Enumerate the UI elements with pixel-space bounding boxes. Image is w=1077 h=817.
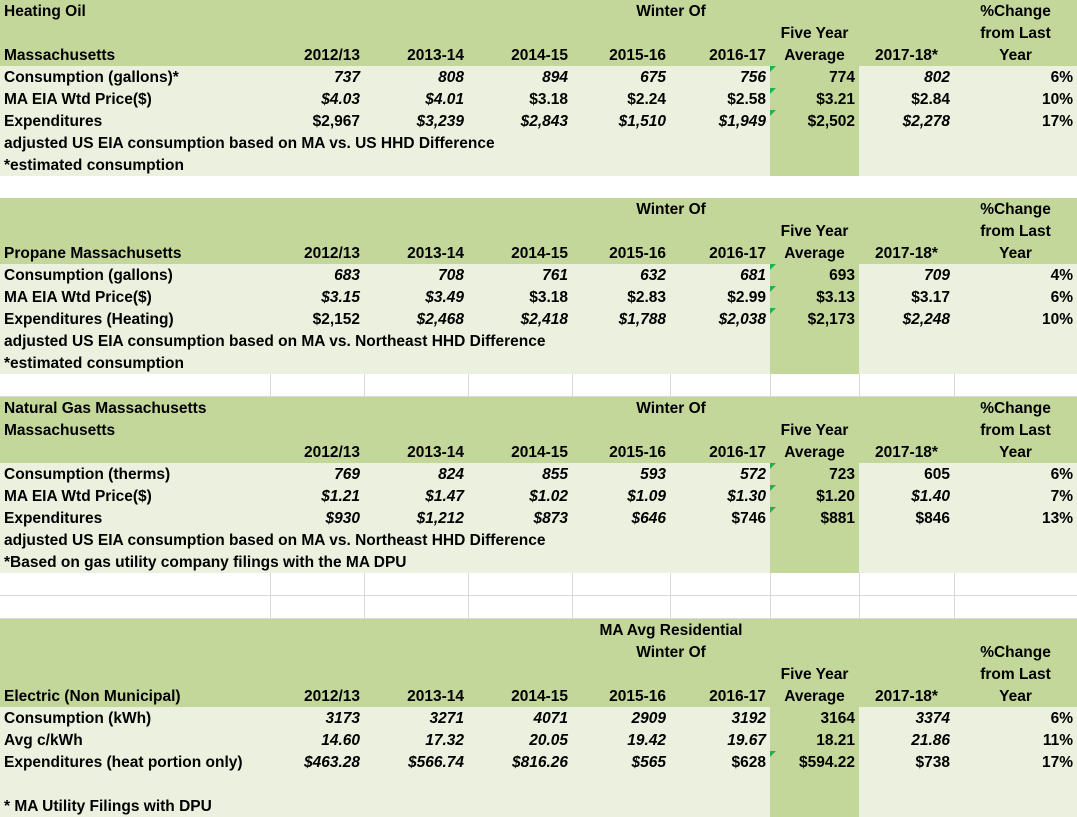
footnote: adjusted US EIA consumption based on MA vs. US HHD Difference: [0, 132, 770, 154]
error-indicator-icon: [770, 286, 776, 292]
propane-section: Winter Of %Change Five Year from Last Propane Massachusetts 2012/13 2013-14 2014-15 2015-16 2016-17 Average 2017-18* Year Consumption (gallons) 683 708 761 632 681 693 709 4% MA EIA Wtd Price($) $3.15 $3.49 $3.18 $2.83 $2.99 $3.13 $3.17 6% Expenditures (Heating) $2,152 $2,468 $2,418 $1,788 $2,038 $2,173 $2,248 10% adjusted US EIA consumption based on MA vs. Northeast HHD Difference *estimated consumption: [0, 198, 1077, 397]
five-year-header: Five Year: [770, 419, 859, 441]
year-header: 2013-14: [364, 44, 468, 66]
footnote: * MA Utility Filings with DPU: [0, 795, 770, 817]
winter-of-label: Winter Of: [572, 0, 770, 22]
natural-gas-title: Natural Gas Massachusetts: [0, 397, 270, 420]
year-header: 2015-16: [572, 44, 670, 66]
year-header: 2014-15: [468, 44, 572, 66]
year-header: 2012/13: [270, 242, 364, 264]
heating-oil-subtitle: Massachusetts: [0, 44, 270, 66]
error-indicator-icon: [770, 66, 776, 72]
five-year-header: Five Year: [770, 220, 859, 242]
pct-change-header: %Change: [954, 641, 1077, 663]
year-header: 2015-16: [572, 685, 670, 707]
footnote: adjusted US EIA consumption based on MA vs. Northeast HHD Difference: [0, 330, 770, 352]
five-year-header: Five Year: [770, 663, 859, 685]
natural-gas-subtitle: Massachusetts: [0, 419, 270, 441]
table-row: Consumption (gallons)* 737 808 894 675 756 774 802 6%: [0, 66, 1077, 88]
propane-title: Propane Massachusetts: [0, 242, 270, 264]
error-indicator-icon: [770, 751, 776, 757]
winter-of-label: Winter Of: [572, 397, 770, 420]
year-header: 2014-15: [468, 242, 572, 264]
heating-oil-section: Heating Oil Winter Of %Change Five Year from Last Massachusetts 2012/13 2013-14 2014-15 2015-16 2016-17 Average 2017-18* Year Consumption (gallons)* 737 808 894 675 756 774 802 6% MA EIA Wtd Price($) $4.03 $4.01 $3.18 $2.24 $2.58 $3.21 $2.84 10% Expenditures $2,967 $3,239 $2,843 $1,510 $1,949 $2,502 $2,278 17% adjusted US EIA consumption based on MA vs. US HHD Difference *estimated consumption: [0, 0, 1077, 198]
error-indicator-icon: [770, 110, 776, 116]
table-row: Avg c/kWh 14.60 17.32 20.05 19.42 19.67 18.21 21.86 11%: [0, 729, 1077, 751]
current-year-header: 2017-18*: [859, 44, 954, 66]
electric-title: Electric (Non Municipal): [0, 685, 270, 707]
table-row: Expenditures (heat portion only) $463.28 $566.74 $816.26 $565 $628 $594.22 $738 17%: [0, 751, 1077, 773]
ma-avg-residential-label: MA Avg Residential: [572, 619, 770, 642]
year-header: 2012/13: [270, 685, 364, 707]
year-header: 2012/13: [270, 441, 364, 463]
five-year-header: Five Year: [770, 22, 859, 44]
winter-of-label: Winter Of: [572, 641, 770, 663]
year-header: 2016-17: [670, 685, 770, 707]
year-header: 2016-17: [670, 44, 770, 66]
current-year-header: 2017-18*: [859, 441, 954, 463]
year-header: 2012/13: [270, 44, 364, 66]
year-header: 2013-14: [364, 441, 468, 463]
error-indicator-icon: [770, 507, 776, 513]
error-indicator-icon: [770, 463, 776, 469]
error-indicator-icon: [770, 308, 776, 314]
footnote: *Based on gas utility company filings with the MA DPU: [0, 551, 770, 573]
pct-change-header: %Change: [954, 397, 1077, 420]
year-header: 2014-15: [468, 685, 572, 707]
electric-section: MA Avg Residential Winter Of %Change Five Year from Last Electric (Non Municipal) 2012/13 2013-14 2014-15 2015-16 2016-17 Average 2017-18* Year Consumption (kWh) 3173 3271 4071 2909 3192 3164 3374 6% Avg c/kWh 14.60 17.32 20.05 19.42 19.67 18.21 21.86 11% Expenditures (heat portion only) $463.28 $566.74 $816.26 $565 $628 $594.22 $738 17% * MA Utility Filings with DPU: [0, 619, 1077, 817]
current-year-header: 2017-18*: [859, 242, 954, 264]
table-row: Expenditures (Heating) $2,152 $2,468 $2,418 $1,788 $2,038 $2,173 $2,248 10%: [0, 308, 1077, 330]
table-row: Expenditures $2,967 $3,239 $2,843 $1,510 $1,949 $2,502 $2,278 17%: [0, 110, 1077, 132]
year-header: 2016-17: [670, 441, 770, 463]
heating-oil-title: Heating Oil: [0, 0, 270, 22]
table-row: MA EIA Wtd Price($) $1.21 $1.47 $1.02 $1.09 $1.30 $1.20 $1.40 7%: [0, 485, 1077, 507]
footnote: *estimated consumption: [0, 352, 770, 374]
error-indicator-icon: [770, 88, 776, 94]
footnote: *estimated consumption: [0, 154, 770, 176]
current-year-header: 2017-18*: [859, 685, 954, 707]
natural-gas-section: Natural Gas Massachusetts Winter Of %Change Massachusetts Five Year from Last 2012/13 2013-14 2014-15 2015-16 2016-17 Average 2017-18* Year Consumption (therms) 769 824 855 593 572 723 605 6% MA EIA Wtd Price($) $1.21 $1.47 $1.02 $1.09 $1.30 $1.20 $1.40 7% Expenditures $930 $1,212 $873 $646 $746 $881 $846 13% adjusted US EIA consumption based on MA vs. Northeast HHD Difference *Based on gas utility company filings with the MA DPU: [0, 397, 1077, 619]
table-row: Consumption (therms) 769 824 855 593 572 723 605 6%: [0, 463, 1077, 485]
error-indicator-icon: [770, 264, 776, 270]
table-row: Expenditures $930 $1,212 $873 $646 $746 $881 $846 13%: [0, 507, 1077, 529]
table-row: MA EIA Wtd Price($) $3.15 $3.49 $3.18 $2.83 $2.99 $3.13 $3.17 6%: [0, 286, 1077, 308]
year-header: 2015-16: [572, 441, 670, 463]
winter-of-label: Winter Of: [572, 198, 770, 220]
footnote: adjusted US EIA consumption based on MA vs. Northeast HHD Difference: [0, 529, 770, 551]
year-header: 2013-14: [364, 685, 468, 707]
year-header: 2015-16: [572, 242, 670, 264]
table-row: Consumption (gallons) 683 708 761 632 681 693 709 4%: [0, 264, 1077, 286]
pct-change-header: %Change: [954, 0, 1077, 22]
year-header: 2013-14: [364, 242, 468, 264]
year-header: 2014-15: [468, 441, 572, 463]
year-header: 2016-17: [670, 242, 770, 264]
pct-change-header: %Change: [954, 198, 1077, 220]
error-indicator-icon: [770, 485, 776, 491]
table-row: Consumption (kWh) 3173 3271 4071 2909 3192 3164 3374 6%: [0, 707, 1077, 729]
table-row: MA EIA Wtd Price($) $4.03 $4.01 $3.18 $2.24 $2.58 $3.21 $2.84 10%: [0, 88, 1077, 110]
